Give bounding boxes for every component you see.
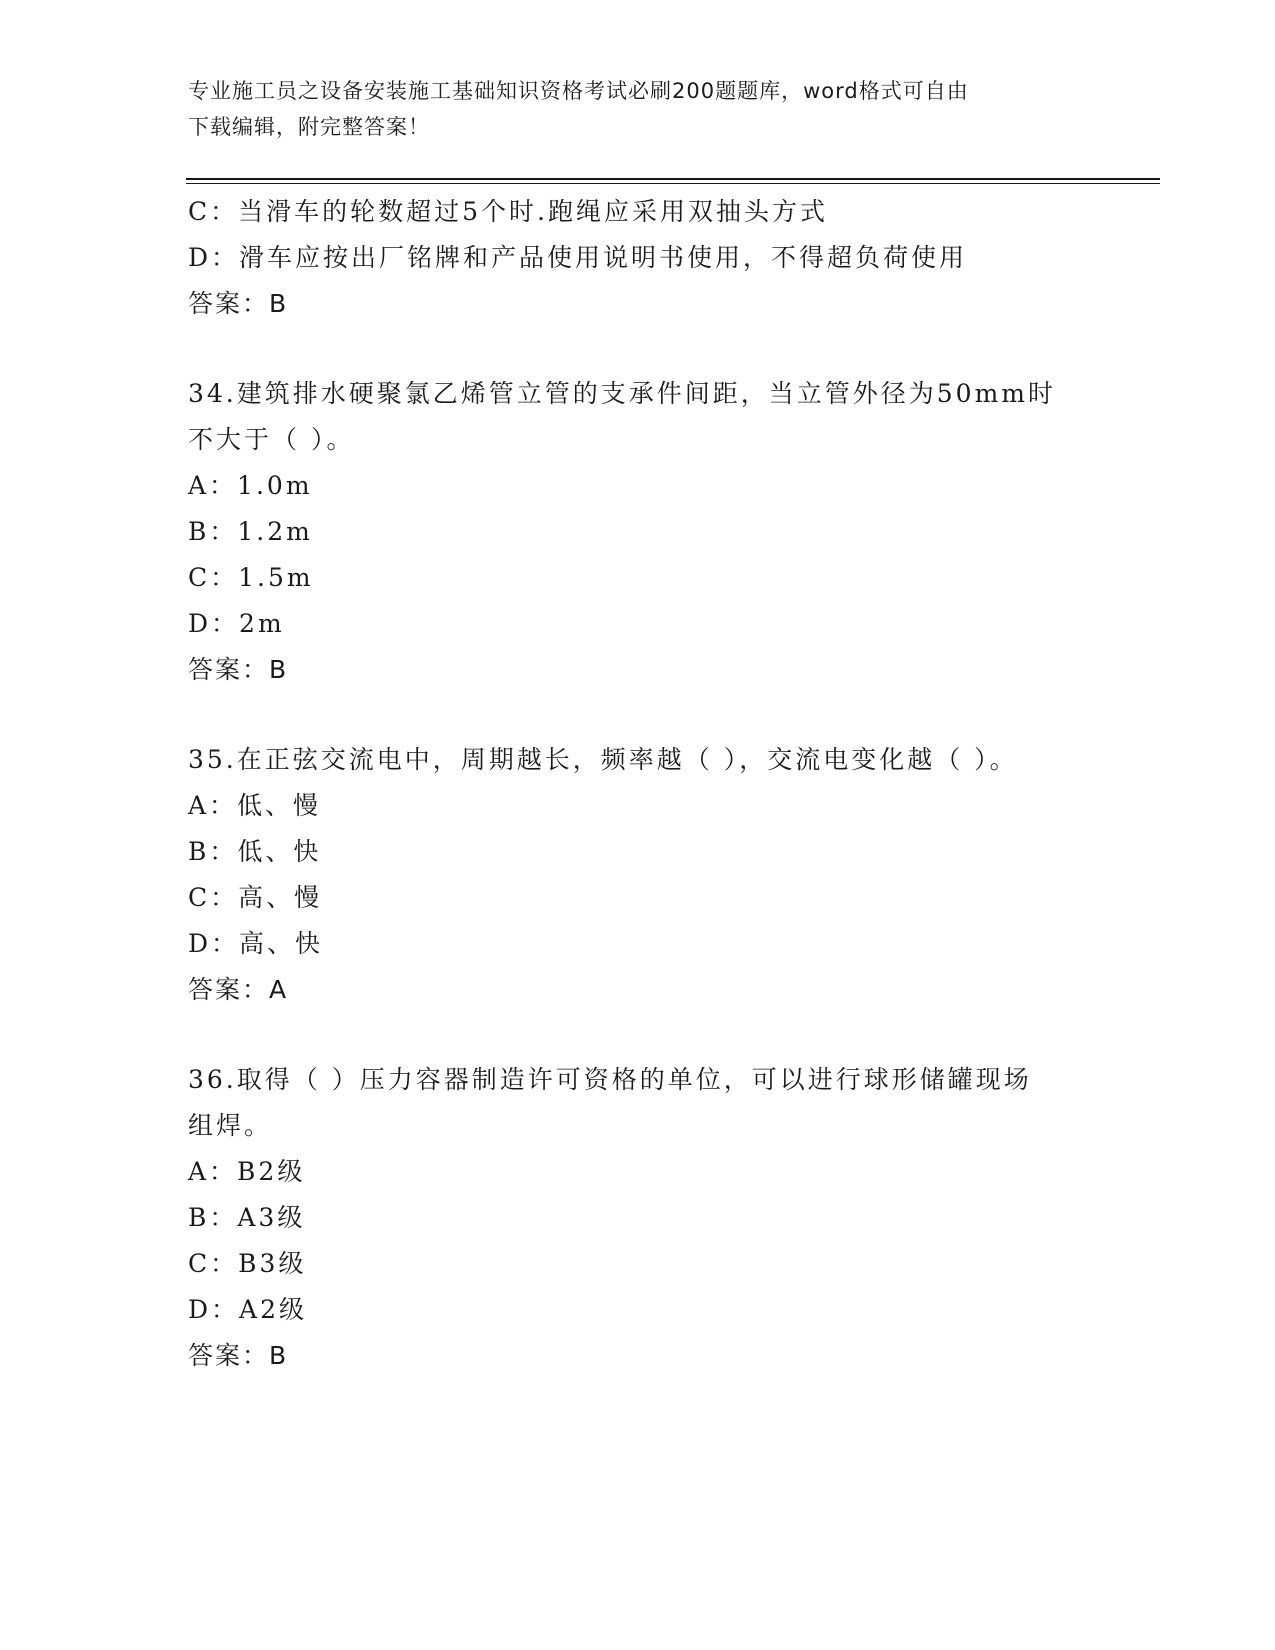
question-34: [188, 371, 1068, 693]
option-c: C：当滑车的轮数超过5个时.跑绳应采用双抽头方式: [188, 197, 828, 226]
question-35: [188, 737, 1068, 1013]
question-list: [188, 189, 1068, 1379]
option-d: D：2m: [188, 609, 285, 638]
option-b: B：A3级: [188, 1203, 306, 1232]
option-c: C：1.5m: [188, 563, 314, 592]
answer-line: 答案：A: [188, 975, 289, 1004]
question-text-line-1: 34.建筑排水硬聚氯乙烯管立管的支承件间距，当立管外径为50mm时: [188, 379, 1056, 408]
answer-line: 答案：B: [188, 289, 289, 318]
option-d: D：高、快: [188, 929, 324, 958]
option-a: A：低、慢: [188, 791, 322, 820]
header-line-1: 专业施工员之设备安装施工基础知识资格考试必刷200题题库，word格式可自由: [188, 79, 969, 103]
header-divider-thin: [186, 183, 1160, 184]
header-line-2: 下载编辑，附完整答案！: [188, 115, 430, 139]
document-header: [188, 73, 1088, 145]
question-text-line-2: 组焊。: [188, 1111, 273, 1140]
question-text-line-2: 不大于（ ）。: [188, 425, 355, 454]
option-b: B：1.2m: [188, 517, 313, 546]
option-d: D：滑车应按出厂铭牌和产品使用说明书使用，不得超负荷使用: [188, 243, 968, 272]
option-c: C：高、慢: [188, 883, 323, 912]
option-d: D：A2级: [188, 1295, 308, 1324]
question-text-line-1: 36.取得（ ）压力容器制造许可资格的单位，可以进行球形储罐现场: [188, 1065, 1032, 1094]
option-b: B：低、快: [188, 837, 322, 866]
option-a: A：B2级: [188, 1157, 306, 1186]
previous-question-tail: [188, 189, 1068, 327]
question-36: [188, 1057, 1068, 1379]
question-text-line-1: 35.在正弦交流电中，周期越长，频率越（ ），交流电变化越（ ）。: [188, 745, 1018, 774]
option-c: C：B3级: [188, 1249, 307, 1278]
answer-line: 答案：B: [188, 1341, 289, 1370]
header-divider-thick: [186, 178, 1160, 180]
option-a: A：1.0m: [188, 471, 313, 500]
answer-line: 答案：B: [188, 655, 289, 684]
